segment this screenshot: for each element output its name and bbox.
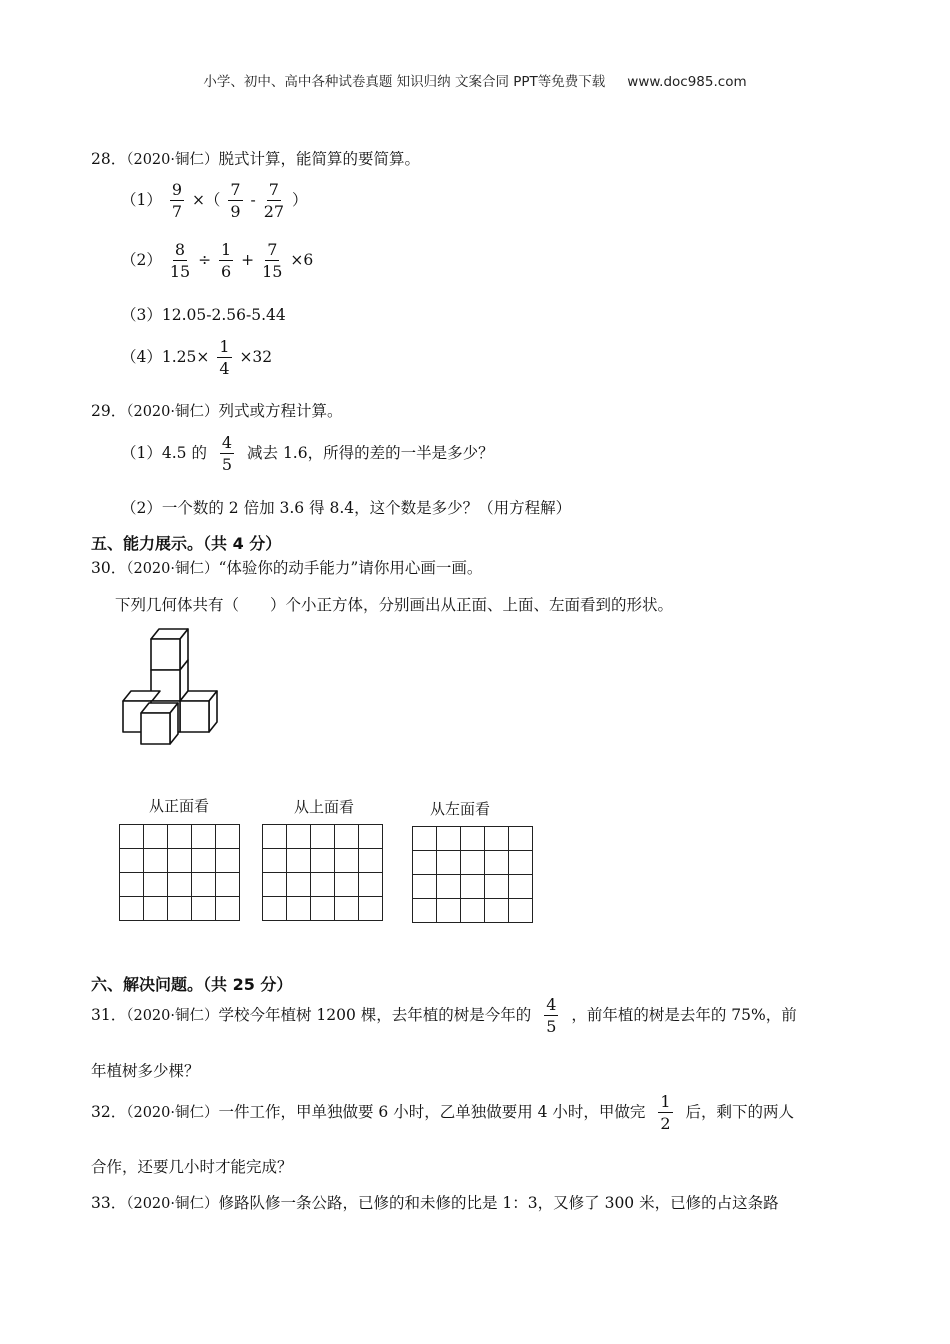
q-text: “体验你的动手能力”请你用心画一画。 [218, 559, 483, 577]
top-view-grid[interactable] [262, 824, 383, 921]
operator: ÷ [198, 251, 212, 269]
q29-part-2 [121, 496, 571, 518]
label-left-view: 从左面看 [430, 800, 491, 818]
q-source: （2020·铜仁） [126, 404, 219, 420]
fraction: $\frac{7}{27}$ [263, 180, 285, 221]
front-view-grid[interactable] [119, 824, 240, 921]
operator: - [250, 191, 256, 209]
label-front-view: 从正面看 [149, 797, 210, 815]
q-source: （2020·铜仁） [126, 152, 219, 168]
part-label: （2） [121, 251, 162, 269]
q-text: 一件工作，甲单独做要 6 小时，乙单独做要用 4 小时，甲做完 [218, 1103, 646, 1121]
q-text: 后，剩下的两人 [685, 1103, 795, 1121]
expression: 1.25× [161, 348, 210, 366]
header-site: www.doc985.com [627, 74, 747, 90]
q28-part-2 [121, 242, 313, 280]
q-source: （2020·铜仁） [126, 1008, 219, 1024]
question-32-line-2: 合作，还要几小时才能完成？ [91, 1158, 293, 1176]
q-number: 30． [91, 559, 127, 577]
expression: ×32 [239, 348, 273, 366]
cube-figure [118, 624, 222, 746]
label-top-view: 从上面看 [294, 798, 355, 816]
question-31-line-2: 年植树多少棵？ [91, 1062, 200, 1080]
q-text: 列式或方程计算。 [218, 402, 343, 420]
text: 减去 1.6，所得的差的一半是多少？ [247, 444, 494, 462]
q28-part-1 [121, 182, 308, 220]
question-33 [91, 1191, 779, 1213]
section-5-title: 五、能力展示。（共 4 分） [91, 534, 282, 553]
question-30 [91, 556, 482, 578]
operator: ×6 [290, 251, 314, 269]
page-header [0, 70, 950, 90]
q-number: 31． [91, 1006, 127, 1024]
q28-part-3 [121, 303, 286, 325]
fraction: $\frac{1}{2}$ [660, 1092, 671, 1133]
text: 4.5 的 [161, 444, 207, 462]
fraction: $\frac{7}{9}$ [230, 180, 241, 221]
part-label: （1） [121, 191, 162, 209]
q-text: 修路队修一条公路，已修的和未修的比是 1：3，又修了 300 米，已修的占这条路 [218, 1194, 779, 1212]
q-number: 33． [91, 1194, 127, 1212]
fraction: $\frac{8}{15}$ [169, 240, 191, 281]
fraction: $\frac{4}{5}$ [546, 995, 557, 1036]
operator: ×（ [191, 191, 221, 209]
q29-part-1 [121, 435, 494, 473]
part-label: （2） [121, 499, 162, 517]
q-source: （2020·铜仁） [126, 1196, 219, 1212]
q28-part-4 [121, 339, 272, 377]
q-number: 32． [91, 1103, 127, 1121]
question-31 [91, 997, 797, 1035]
q-source: （2020·铜仁） [126, 1105, 219, 1121]
expression: 12.05-2.56-5.44 [161, 306, 286, 324]
fraction: $\frac{1}{6}$ [221, 240, 232, 281]
section-6-title: 六、解决问题。（共 25 分） [91, 975, 293, 994]
question-28 [91, 147, 420, 169]
q-text: 学校今年植树 1200 棵，去年植的树是今年的 [218, 1006, 532, 1024]
part-label: （4） [121, 348, 162, 366]
q-source: （2020·铜仁） [126, 561, 219, 577]
fraction: $\frac{4}{5}$ [221, 433, 233, 474]
fraction: $\frac{9}{7}$ [171, 180, 182, 221]
fraction: $\frac{7}{15}$ [262, 240, 283, 281]
left-view-grid[interactable] [412, 826, 533, 923]
question-32 [91, 1094, 794, 1132]
q30-subtext: 下列几何体共有（ ）个小正方体，分别画出从正面、上面、左面看到的形状。 [115, 596, 674, 614]
part-label: （1） [121, 444, 162, 462]
question-29 [91, 399, 343, 421]
operator: ） [291, 191, 308, 209]
q-number: 28． [91, 150, 127, 168]
text: 一个数的 2 倍加 3.6 得 8.4，这个数是多少？（用方程解） [161, 499, 572, 517]
part-label: （3） [121, 306, 162, 324]
q-text: ，前年植的树是去年的 75%，前 [571, 1006, 797, 1024]
fraction: $\frac{1}{4}$ [219, 337, 230, 378]
q-text: 脱式计算，能简算的要简算。 [218, 150, 421, 168]
header-text: 小学、初中、高中各种试卷真题 知识归纳 文案合同 PPT等免费下载 [203, 74, 606, 90]
q-number: 29． [91, 402, 127, 420]
operator: + [241, 251, 255, 269]
